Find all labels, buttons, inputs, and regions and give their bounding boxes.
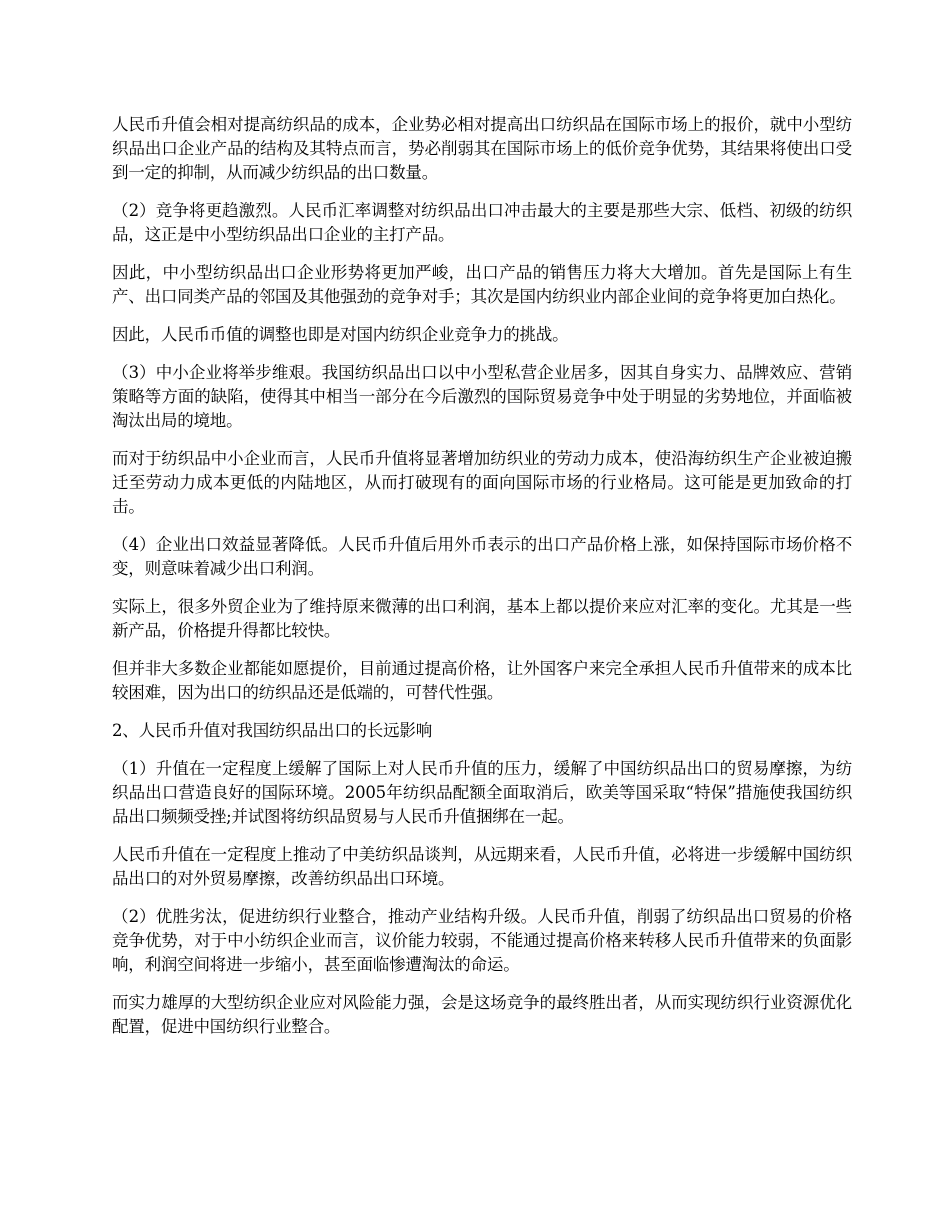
paragraph-sme-difficulty: （3）中小企业将举步维艰。我国纺织品出口以中小型私营企业居多，因其自身实力、品牌效应、营销策略等方面的缺陷，使得其中相当一部分在今后激烈的国际贸易竞争中处于明显的劣势地位，并面临被淘汰出局的境地。	[112, 363, 852, 430]
paragraph-sino-us-negotiation: 人民币升值在一定程度上推动了中美纺织品谈判，从远期来看，人民币升值，必将进一步缓解中国纺织品出口的对外贸易摩擦，改善纺织品出口环境。	[112, 845, 852, 888]
section-heading-long-term-impact: 2、人民币升值对我国纺织品出口的长远影响	[112, 721, 432, 740]
paragraph-labor-cost: 而对于纺织品中小企业而言，人民币升值将显著增加纺织业的劳动力成本，使沿海纺织生产企业被迫搬迁至劳动力成本更低的内陆地区，从而打破现有的面向国际市场的行业格局。这可能是更加致命的打击。	[112, 449, 852, 516]
paragraph-competition-intensifies: （2）竞争将更趋激烈。人民币汇率调整对纺织品出口冲击最大的主要是那些大宗、低档、初级的纺织品，这正是中小型纺织品出口企业的主打产品。	[112, 201, 852, 244]
paragraph-competitiveness-challenge: 因此，人民币币值的调整也即是对国内纺织企业竞争力的挑战。	[112, 325, 569, 344]
document-page	[112, 113, 852, 1053]
paragraph-price-increase: 实际上，很多外贸企业为了维持原来微薄的出口利润，基本上都以提价来应对汇率的变化。尤其是一些新产品，价格提升得都比较快。	[112, 597, 852, 640]
paragraph-export-profit-decline: （4）企业出口效益显著降低。人民币升值后用外币表示的出口产品价格上涨，如保持国际市场价格不变，则意味着减少出口利润。	[112, 535, 852, 578]
paragraph-large-enterprise-winner: 而实力雄厚的大型纺织企业应对风险能力强，会是这场竞争的最终胜出者，从而实现纺织行业资源优化配置，促进中国纺织行业整合。	[112, 993, 852, 1036]
paragraph-price-difficulty: 但并非大多数企业都能如愿提价，目前通过提高价格，让外国客户来完全承担人民币升值带来的成本比较困难，因为出口的纺织品还是低端的，可替代性强。	[112, 659, 852, 702]
paragraph-sme-pressure: 因此，中小型纺织品出口企业形势将更加严峻，出口产品的销售压力将大大增加。首先是国际上有生产、出口同类产品的邻国及其他强劲的竞争对手；其次是国内纺织业内部企业间的竞争将更加白热化。	[112, 263, 852, 306]
paragraph-industry-consolidation: （2）优胜劣汰，促进纺织行业整合，推动产业结构升级。人民币升值，削弱了纺织品出口贸易的价格竞争优势，对于中小纺织企业而言，议价能力较弱，不能通过提高价格来转移人民币升值带来的负面影响，利润空间将进一步缩小，甚至面临惨遭淘汰的命运。	[112, 907, 852, 974]
paragraph-trade-friction-relief: （1）升值在一定程度上缓解了国际上对人民币升值的压力，缓解了中国纺织品出口的贸易摩擦，为纺织品出口营造良好的国际环境。2005年纺织品配额全面取消后，欧美等国采取“特保”措施使我国纺织品出口频频受挫;并试图将纺织品贸易与人民币升值捆绑在一起。	[112, 759, 852, 826]
paragraph-rmb-appreciation-cost: 人民币升值会相对提高纺织品的成本，企业势必相对提高出口纺织品在国际市场上的报价，就中小型纺织品出口企业产品的结构及其特点而言，势必削弱其在国际市场上的低价竞争优势，其结果将使出口受到一定的抑制，从而减少纺织品的出口数量。	[112, 115, 852, 182]
